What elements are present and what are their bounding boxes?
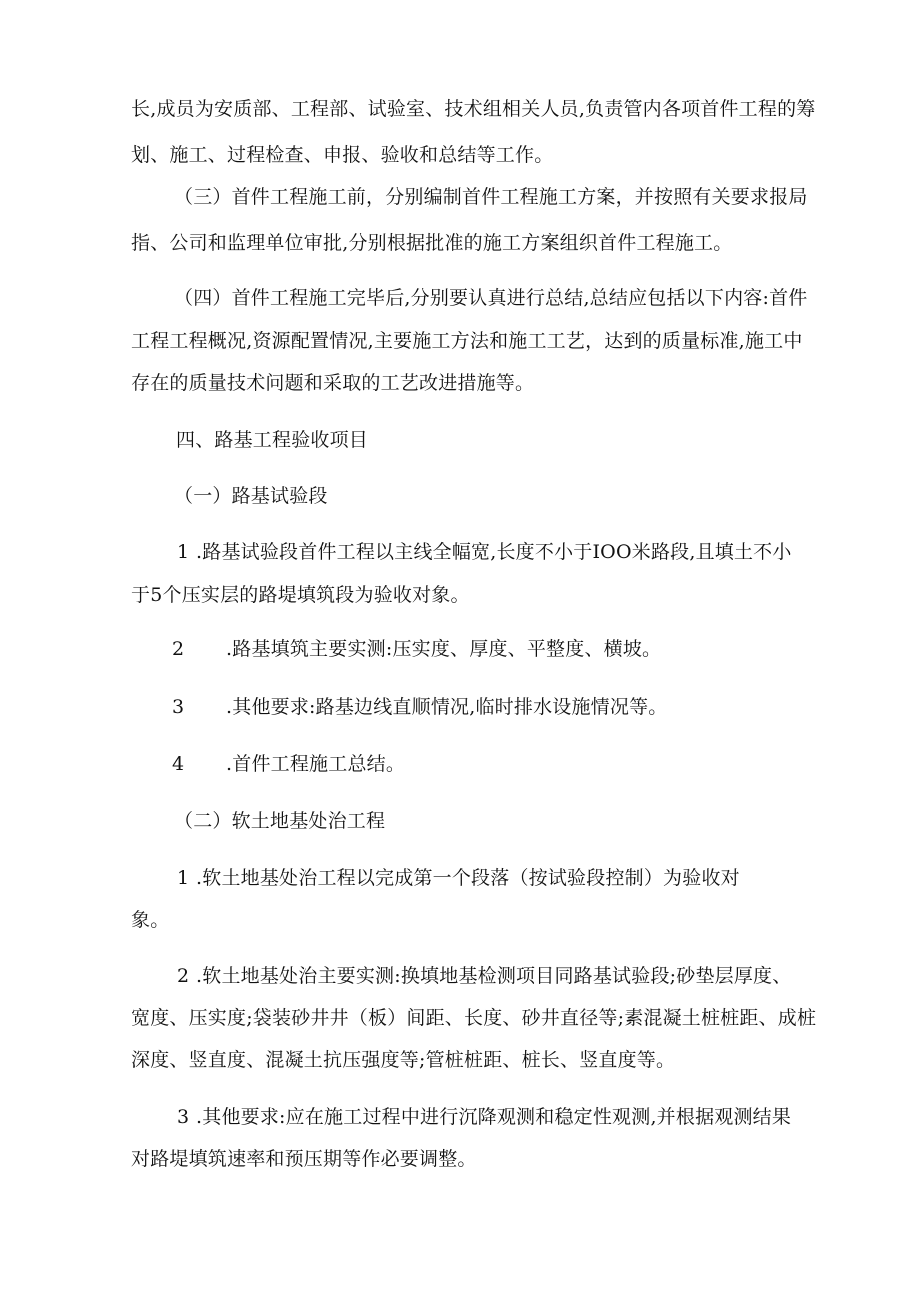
paragraph-line: 深度、竖直度、混凝土抗压强度等;管桩桩距、桩长、竖直度等。 xyxy=(131,1049,676,1071)
paragraph-line: 指、公司和监理单位审批,分别根据批准的施工方案组织首件工程施工。 xyxy=(131,232,733,254)
list-item xyxy=(0,539,920,565)
list-item-number: 1 xyxy=(177,541,190,563)
paragraph-line: 划、施工、过程检查、申报、验收和总结等工作。 xyxy=(131,144,554,166)
list-item-text: .路基填筑主要实测:压实度、厚度、平整度、横坡。 xyxy=(226,638,662,660)
subsection-heading: （一）路基试验段 xyxy=(174,485,328,507)
list-item-number: 4 xyxy=(172,753,185,775)
list-item-text: .软土地基处治工程以完成第一个段落（按试验段控制）为验收对 xyxy=(196,867,740,889)
list-item xyxy=(0,963,920,989)
list-item xyxy=(0,865,920,891)
list-item-number: 2 xyxy=(177,965,190,987)
list-item-number: 2 xyxy=(172,638,185,660)
paragraph-line: （三）首件工程施工前，分别编制首件工程施工方案，并按照有关要求报局 xyxy=(174,186,808,208)
list-item-text: .首件工程施工总结。 xyxy=(226,753,406,775)
paragraph-line: （四）首件工程施工完毕后,分别要认真进行总结,总结应包括以下内容:首件 xyxy=(174,287,808,309)
list-item-number: 3 xyxy=(172,696,185,718)
paragraph-line: 工程工程概况,资源配置情况,主要施工方法和施工工艺，达到的质量标准,施工中 xyxy=(131,330,803,352)
list-item xyxy=(0,636,920,662)
list-item xyxy=(0,694,920,720)
list-item-text: .软土地基处治主要实测:换填地基检测项目同路基试验段;砂垫层厚度、 xyxy=(196,965,792,987)
list-item-number: 3 xyxy=(177,1106,190,1128)
paragraph-line: 宽度、压实度;袋装砂井井（板）间距、长度、砂井直径等;素混凝土桩桩距、成桩 xyxy=(131,1007,817,1029)
paragraph-line: 存在的质量技术问题和采取的工艺改进措施等。 xyxy=(131,372,535,394)
list-item xyxy=(0,751,920,777)
list-item-text: .其他要求:应在施工过程中进行沉降观测和稳定性观测,并根据观测结果 xyxy=(196,1106,792,1128)
subsection-heading: （二）软土地基处治工程 xyxy=(174,810,386,832)
list-item xyxy=(0,1104,920,1130)
section-heading: 四、路基工程验收项目 xyxy=(176,429,369,451)
paragraph-line: 对路堤填筑速率和预压期等作必要调整。 xyxy=(131,1148,477,1170)
paragraph-line: 于5个压实层的路堤填筑段为验收对象。 xyxy=(131,584,470,606)
paragraph-line: 象。 xyxy=(131,909,170,931)
list-item-number: 1 xyxy=(177,867,190,889)
list-item-text: .路基试验段首件工程以主线全幅宽,长度不小于IOO米路段,且填土不小 xyxy=(196,541,792,563)
list-item-text: .其他要求:路基边线直顺情况,临时排水设施情况等。 xyxy=(226,696,668,718)
paragraph-line: 长,成员为安质部、工程部、试验室、技术组相关人员,负责管内各项首件工程的筹 xyxy=(131,98,816,120)
